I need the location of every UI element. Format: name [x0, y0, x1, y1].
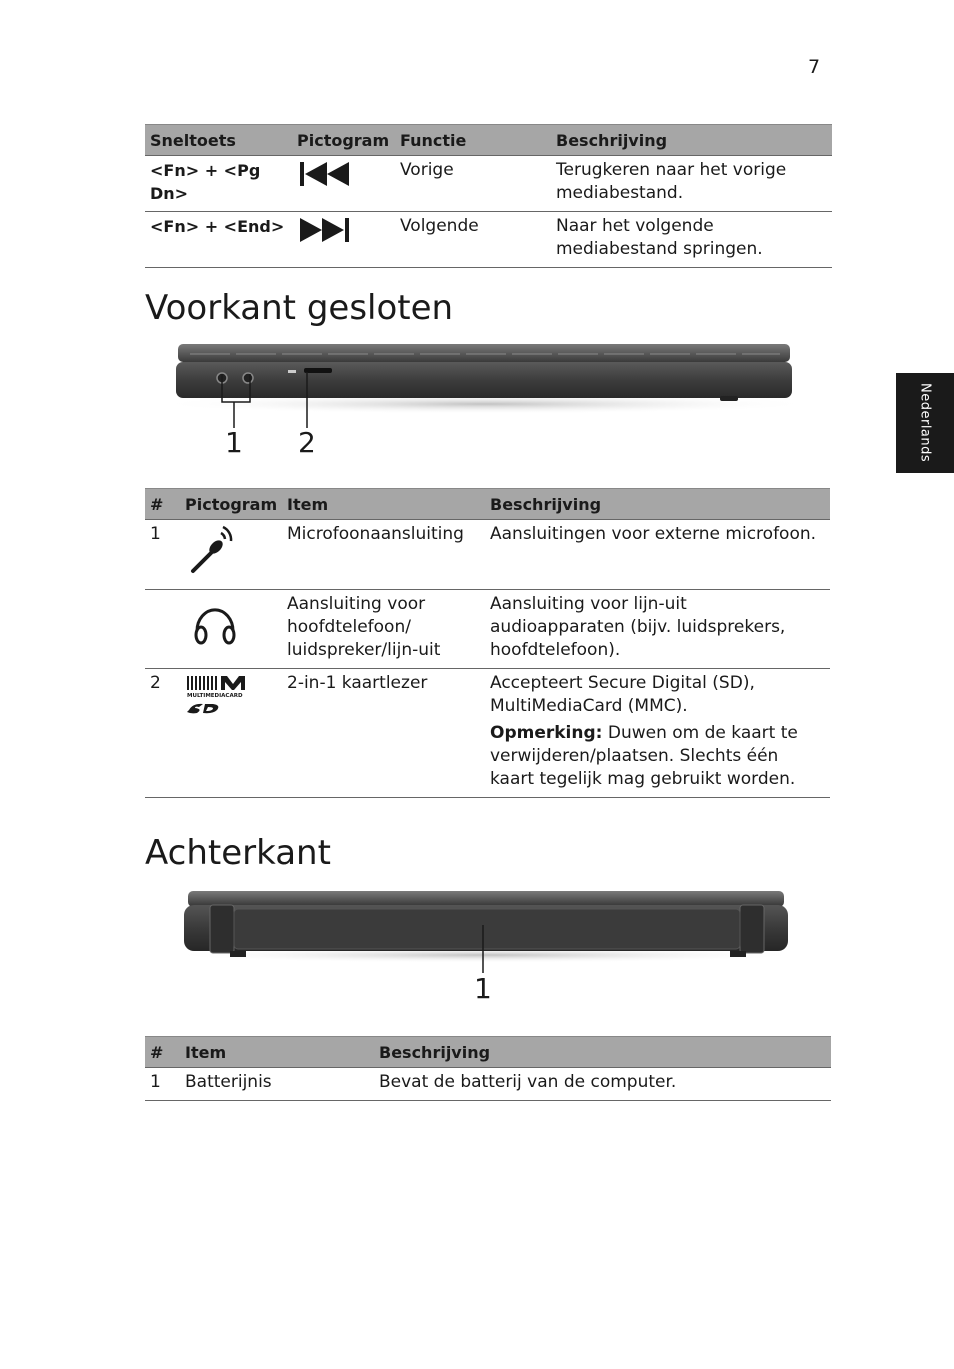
hotkey-function: Vorige [395, 156, 551, 212]
rear-callout-1: 1 [474, 972, 492, 1005]
row-description: Aansluitingen voor externe microfoon. [485, 520, 830, 590]
table-row [145, 156, 832, 212]
row-number: 1 [145, 1068, 180, 1101]
rear-title: Achterkant [145, 833, 331, 873]
hotkey-key: <Fn> + <End> [145, 212, 292, 268]
row-description-cell [485, 669, 830, 798]
previous-track-icon [297, 159, 357, 189]
header-beschrijving: Beschrijving [485, 489, 830, 520]
front-title: Voorkant gesloten [145, 288, 454, 328]
hotkey-description: Naar het volgende mediabestand springen. [551, 212, 832, 268]
table-row [145, 1068, 831, 1101]
header-item: Item [180, 1037, 374, 1068]
hotkey-function: Volgende [395, 212, 551, 268]
note-label: Opmerking: [490, 723, 603, 743]
table-header [145, 125, 832, 156]
hotkey-icon-cell [292, 156, 395, 212]
row-item: 2-in-1 kaartlezer [282, 669, 485, 798]
card-logo-text: MULTIMEDIACARD [187, 693, 243, 699]
table-header [145, 1037, 831, 1068]
rear-ports-table [145, 1036, 831, 1101]
note-text: Duwen om de kaart te verwijderen/plaatsen. Slechts één kaart tegelijk mag gebruikt worden. [490, 723, 798, 789]
row-icon-cell [180, 669, 282, 798]
header-number: # [145, 489, 180, 520]
callout-1: 1 [225, 426, 243, 459]
header-sneltoets: Sneltoets [145, 125, 292, 156]
row-item: Batterijnis [180, 1068, 374, 1101]
microphone-icon [185, 523, 245, 575]
table-row [145, 520, 830, 590]
table-row [145, 669, 830, 798]
row-item: Microfoonaansluiting [282, 520, 485, 590]
next-track-icon [297, 215, 357, 245]
header-number: # [145, 1037, 180, 1068]
hotkey-icon-cell [292, 212, 395, 268]
hotkey-description: Terugkeren naar het vorige mediabestand. [551, 156, 832, 212]
header-functie: Functie [395, 125, 551, 156]
row-item: Aansluiting voor hoofdtelefoon/ luidspreker/lijn-uit [282, 590, 485, 669]
header-beschrijving: Beschrijving [374, 1037, 831, 1068]
language-tab: Nederlands [896, 373, 954, 473]
row-icon-cell [180, 520, 282, 590]
hotkeys-table [145, 124, 832, 268]
table-header [145, 489, 830, 520]
headphones-icon [185, 593, 245, 649]
row-description: Accepteert Secure Digital (SD), MultiMediaCard (MMC). [490, 673, 755, 716]
row-number: 2 [145, 669, 180, 798]
table-row [145, 590, 830, 669]
row-icon-cell [180, 590, 282, 669]
rear-callout-line [478, 925, 488, 975]
header-pictogram: Pictogram [292, 125, 395, 156]
card-reader-icon [185, 672, 249, 716]
header-item: Item [282, 489, 485, 520]
front-callout-lines [210, 370, 330, 430]
header-beschrijving: Beschrijving [551, 125, 832, 156]
row-number [145, 590, 180, 669]
page-number: 7 [808, 56, 821, 78]
front-ports-table [145, 488, 830, 798]
hotkey-key: <Fn> + <Pg Dn> [145, 156, 292, 212]
row-number: 1 [145, 520, 180, 590]
row-description: Aansluiting voor lijn-uit audioapparaten (bijv. luidsprekers, hoofdtelefoon). [485, 590, 830, 669]
header-pictogram: Pictogram [180, 489, 282, 520]
table-row [145, 212, 832, 268]
row-note [490, 722, 825, 791]
callout-2: 2 [298, 426, 316, 459]
row-description: Bevat de batterij van de computer. [374, 1068, 831, 1101]
